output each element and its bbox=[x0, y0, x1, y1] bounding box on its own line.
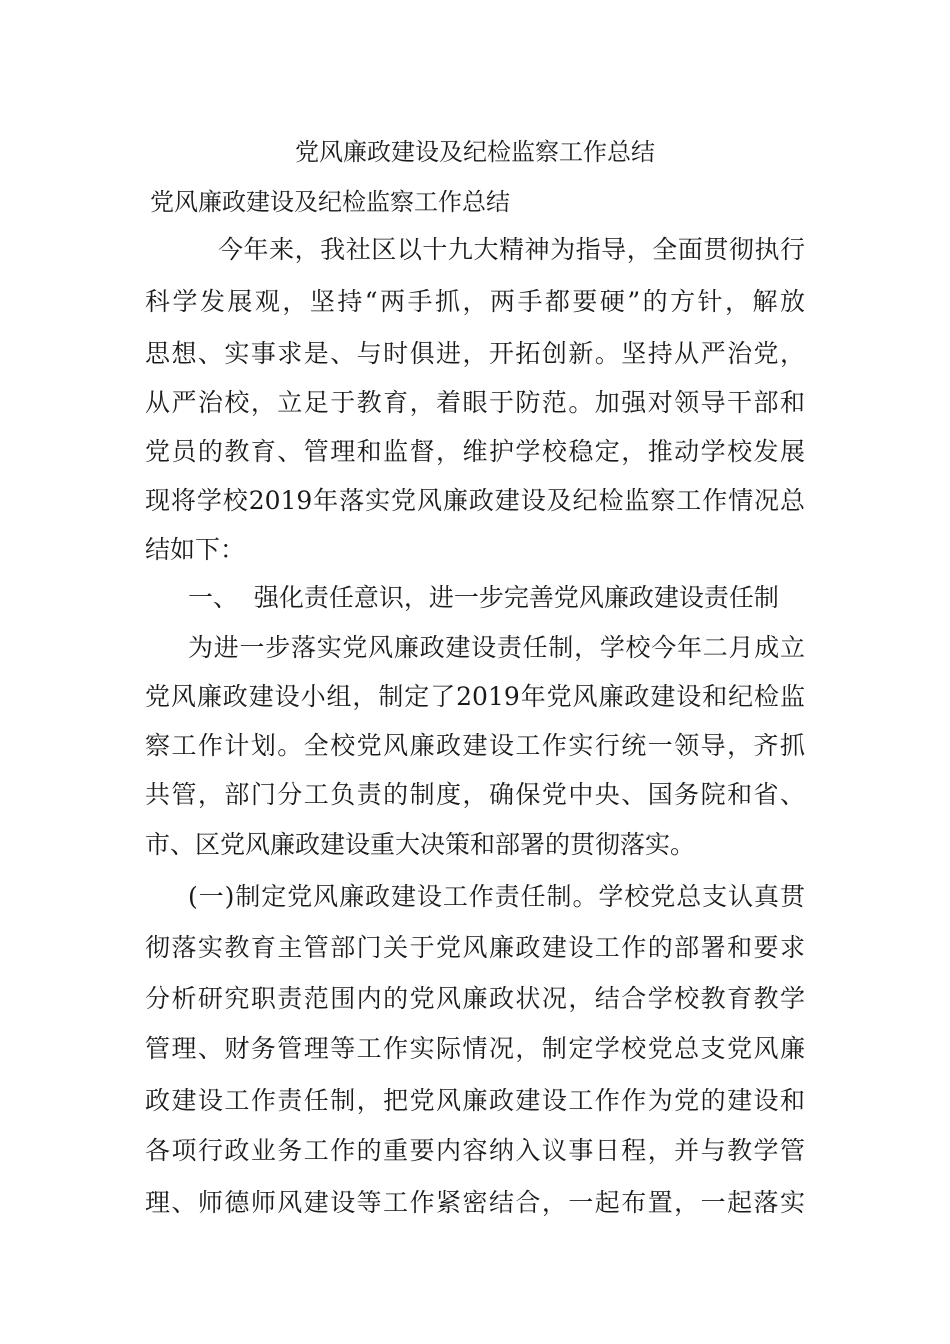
paragraph-line: 政建设工作责任制，把党风廉政建设工作作为党的建设和 bbox=[145, 1086, 805, 1115]
paragraph-line: 为进一步落实党风廉政建设责任制，学校今年二月成立 bbox=[188, 633, 805, 662]
document-title: 党风廉政建设及纪检监察工作总结 bbox=[295, 138, 655, 166]
paragraph-line: 管理、财务管理等工作实际情况，制定学校党总支党风廉 bbox=[145, 1034, 805, 1063]
paragraph-line: 各项行政业务工作的重要内容纳入议事日程，并与教学管 bbox=[145, 1136, 805, 1165]
paragraph-line: 从严治校，立足于教育，着眼于防范。加强对领导干部和 bbox=[145, 388, 805, 417]
paragraph-line: 科学发展观，坚持“两手抓，两手都要硬”的方针，解放 bbox=[145, 287, 805, 316]
paragraph-line: 党员的教育、管理和监督，维护学校稳定，推动学校发展 bbox=[145, 437, 805, 466]
paragraph-line: 彻落实教育主管部门关于党风廉政建设工作的部署和要求 bbox=[145, 933, 805, 962]
paragraph-line: 市、区党风廉政建设重大决策和部署的贯彻落实。 bbox=[145, 830, 696, 859]
paragraph-line: 现将学校2019年落实党风廉政建设及纪检监察工作情况总 bbox=[145, 486, 805, 515]
paragraph-line: (一)制定党风廉政建设工作责任制。学校党总支认真贯 bbox=[188, 882, 805, 911]
paragraph-line: 思想、实事求是、与时俱进，开拓创新。坚持从严治党， bbox=[145, 339, 805, 368]
paragraph-line: 察工作计划。全校党风廉政建设工作实行统一领导，齐抓 bbox=[145, 731, 805, 760]
paragraph-line: 共管，部门分工负责的制度，确保党中央、国务院和省、 bbox=[145, 780, 805, 809]
paragraph-line: 分析研究职责范围内的党风廉政状况，结合学校教育教学 bbox=[145, 984, 805, 1013]
document-subtitle: 党风廉政建设及纪检监察工作总结 bbox=[150, 188, 510, 216]
paragraph-line: 理、师德师风建设等工作紧密结合，一起布置，一起落实 bbox=[145, 1188, 805, 1217]
paragraph-line: 今年来，我社区以十九大精神为指导，全面贯彻执行 bbox=[218, 235, 805, 264]
paragraph-line: 党风廉政建设小组，制定了2019年党风廉政建设和纪检监 bbox=[145, 682, 805, 711]
section-heading: 一、 强化责任意识，进一步完善党风廉政建设责任制 bbox=[188, 583, 779, 612]
paragraph-line: 结如下： bbox=[145, 535, 246, 564]
